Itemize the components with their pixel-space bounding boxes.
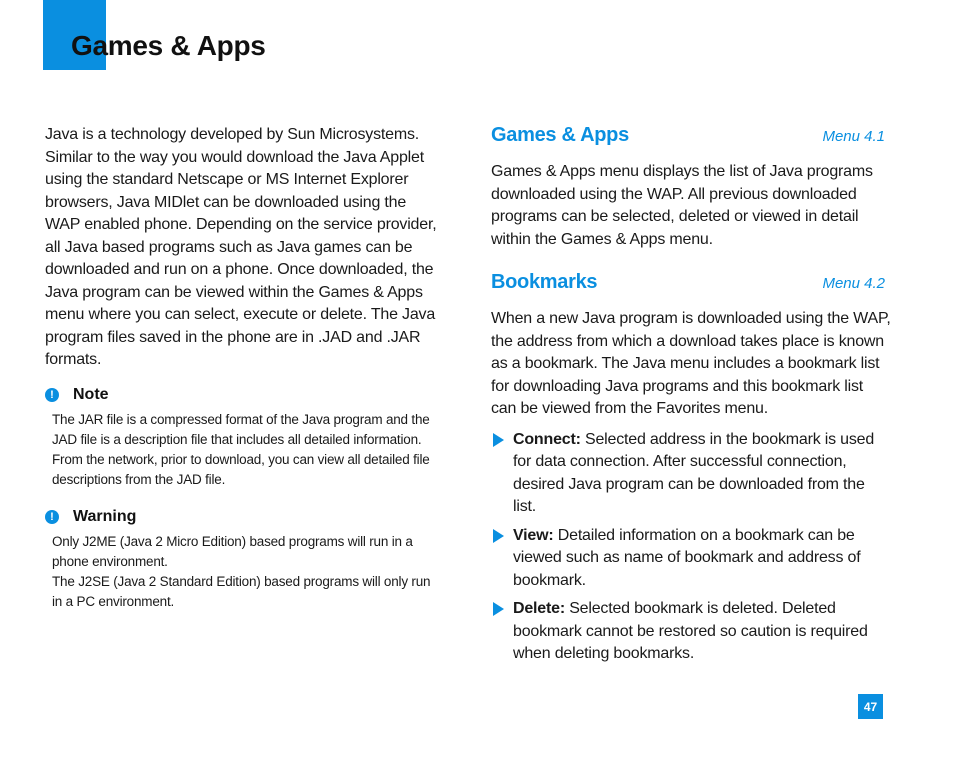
bookmark-options-list bbox=[491, 429, 891, 666]
warning-label: Warning bbox=[73, 507, 137, 525]
intro-paragraph: Java is a technology developed by Sun Microsystems. Similar to the way you would download the Java Applet using the standard Netscape or MS Internet Explorer browsers, Java MIDlet can be downloaded using the WAP enabled phone. Depending on the service provider, all Java based programs such as Java games can be downloaded and run on a phone. Once downloaded, the Java program can be viewed within the Games & Apps menu where you can select, execute or delete. The Java program files saved in the phone are in .JAD and .JAR formats. bbox=[45, 126, 437, 368]
note-heading bbox=[45, 386, 440, 404]
list-item-body bbox=[513, 598, 891, 666]
triangle-right-icon bbox=[493, 602, 504, 616]
section-title-bookmarks: Bookmarks bbox=[491, 271, 598, 293]
list-item-term: Delete: bbox=[513, 600, 565, 617]
menu-ref-4-1: Menu 4.1 bbox=[822, 128, 885, 145]
note-text: The JAR file is a compressed format of the Java program and the JAD file is a description file that includes all detailed information. From the network, prior to download, you can view all detailed file descriptions from the JAD file. bbox=[52, 411, 430, 487]
warning-text bbox=[52, 532, 440, 612]
exclamation-icon: ! bbox=[45, 510, 59, 524]
section-games-apps-text: Games & Apps menu displays the list of Java programs downloaded using the WAP. All previous downloaded programs can be selected, deleted or viewed in detail within the Games & Apps menu. bbox=[491, 163, 873, 248]
page-number: 47 bbox=[858, 694, 883, 719]
section-bookmarks-header bbox=[491, 271, 891, 294]
left-column bbox=[45, 124, 440, 612]
warning-callout bbox=[45, 508, 440, 612]
note-label: Note bbox=[73, 385, 109, 403]
exclamation-icon: ! bbox=[45, 388, 59, 402]
list-item-text: Selected address in the bookmark is used for data connection. After successful connection, desired Java program can be downloaded from the list. bbox=[513, 430, 875, 515]
section-games-apps-header bbox=[491, 124, 891, 147]
list-item-connect bbox=[491, 429, 891, 519]
triangle-right-icon bbox=[493, 529, 504, 543]
list-item-delete bbox=[491, 598, 891, 666]
section-bookmarks-text: When a new Java program is downloaded using the WAP, the address from which a download takes place is known as a bookmark. The Java menu includes a bookmark list for downloading Java programs and this bookmark list can be viewed from the Favorites menu. bbox=[491, 310, 891, 417]
list-item-text: Selected bookmark is deleted. Deleted bookmark cannot be restored so caution is required when deleting bookmarks. bbox=[513, 600, 868, 662]
warning-text-line-2: The J2SE (Java 2 Standard Edition) based programs will only run in a PC environment. bbox=[52, 573, 431, 609]
note-callout bbox=[45, 386, 440, 490]
warning-text-line-1: Only J2ME (Java 2 Micro Edition) based programs will run in a phone environment. bbox=[52, 533, 413, 569]
page-title: Games & Apps bbox=[71, 30, 266, 61]
list-item-term: Connect: bbox=[513, 430, 581, 448]
right-column bbox=[491, 124, 891, 672]
list-item-text: Detailed information on a bookmark can be viewed such as name of bookmark and address of bookmark. bbox=[513, 526, 861, 589]
list-item-view bbox=[491, 525, 891, 593]
list-item-body bbox=[513, 525, 891, 593]
list-item-body bbox=[513, 429, 891, 519]
menu-ref-4-2: Menu 4.2 bbox=[822, 275, 885, 292]
list-item-term: View: bbox=[513, 526, 554, 544]
warning-heading bbox=[45, 508, 440, 526]
triangle-right-icon bbox=[493, 433, 504, 447]
section-title-games-apps: Games & Apps bbox=[491, 124, 629, 146]
